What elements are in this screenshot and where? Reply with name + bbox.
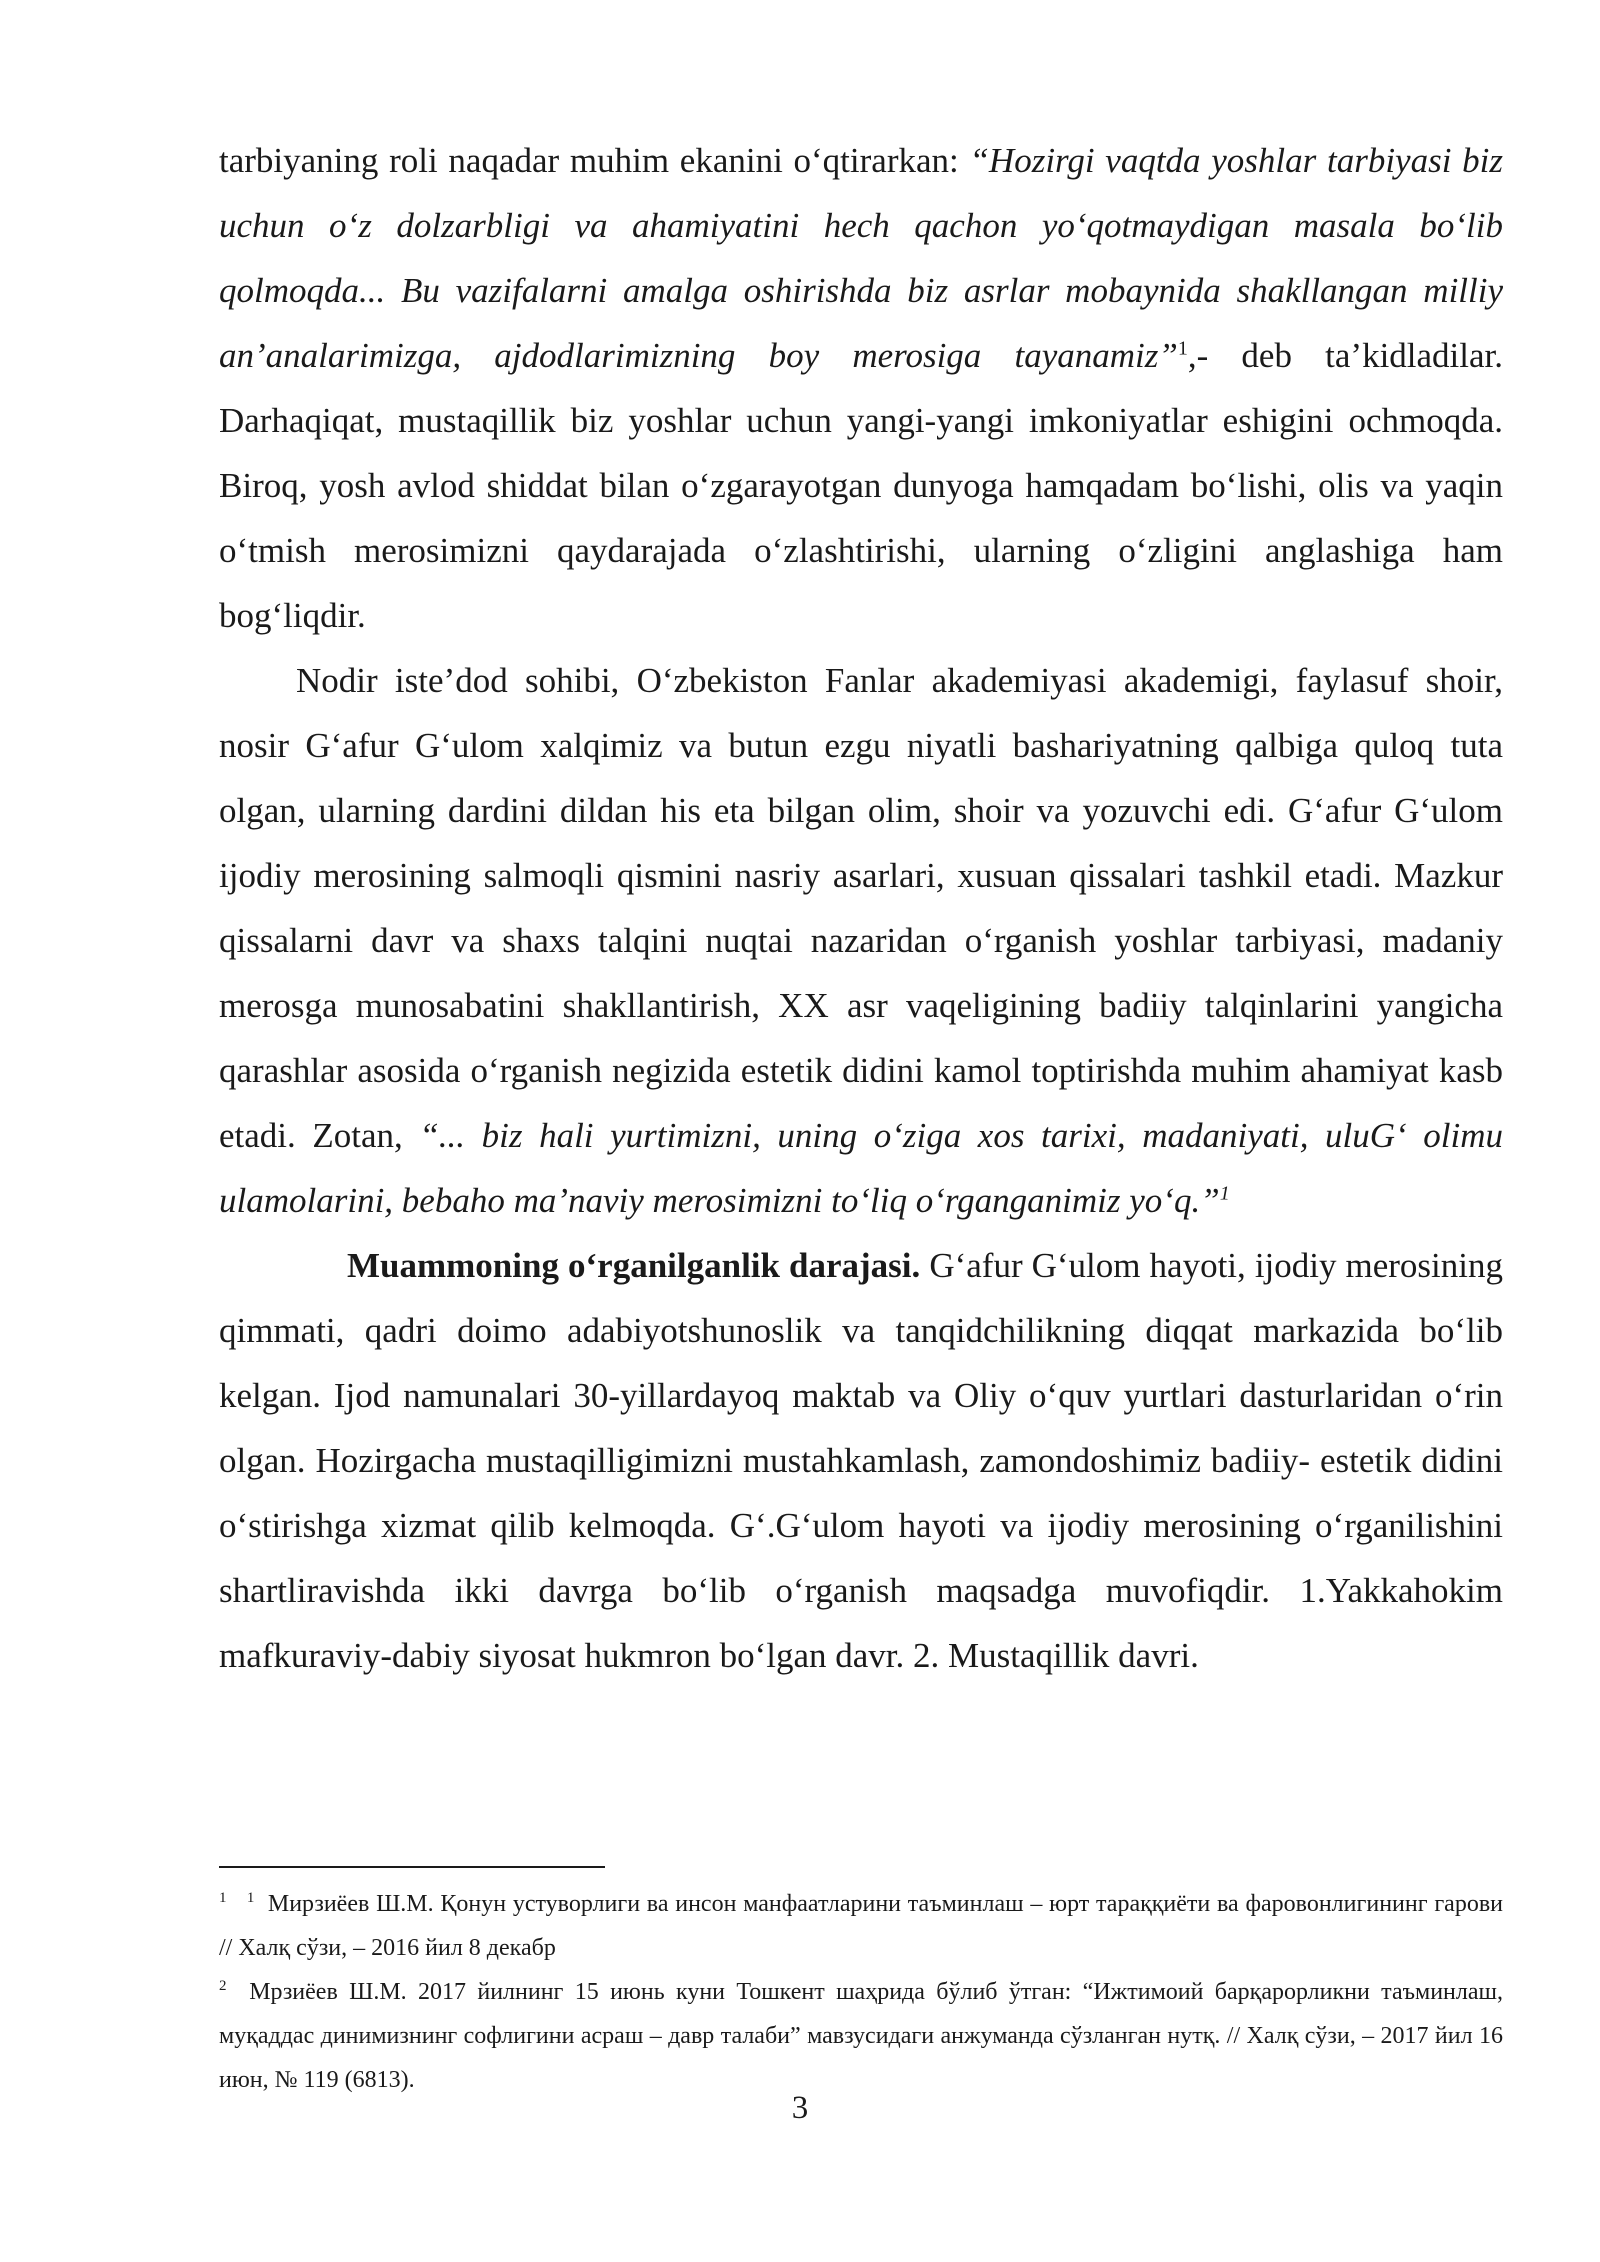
- paragraph-1: [219, 128, 1503, 648]
- footnote-divider: [219, 1866, 605, 1868]
- footnote-2-text: Мрзиёев Ш.М. 2017 йилнинг 15 июнь куни Тошкент шаҳрида бўлиб ўтган: “Ижтимоий барқарорликни таъминлаш, муқаддас динимизнинг софлигини асраш – давр талаби” мавзусидаги анжуманда сўзланган нутқ. // Халқ сўзи, – 2017 йил 16 июн, № 119 (6813).: [219, 1979, 1503, 2093]
- footnote-2: [219, 1970, 1503, 2102]
- footnote-2-mark: 2: [219, 1978, 227, 1994]
- footnote-1-mark: 1: [219, 1890, 227, 1906]
- paragraph-2-text: Nodir iste’dod sohibi, O‘zbekiston Fanlar akademiyasi akademigi, faylasuf shoir, nosir G‘afur G‘ulom xalqimiz va butun ezgu niyatli bashariyatning qalbiga quloq tuta olgan, ularning dardini dildan his eta bilgan olim, shoir va yozuvchi edi. G‘afur G‘ulom ijodiy merosining salmoqli qismini nasriy asarlari, xusuan qissalari tashkil etadi. Mazkur qissalarni davr va shaxs talqini nuqtai nazaridan o‘rganish yoshlar tarbiyasi, madaniy merosga munosabatini shakllantirish, XX asr vaqeligining badiiy talqinlarini yangicha qarashlar asosida o‘rganish negizida estetik didini kamol toptirishda muhim ahamiyat kasb etadi. Zotan,: [219, 661, 1503, 1155]
- paragraph-2-quote: “... biz hali yurtimizni, uning o‘ziga xos tarixi, madaniyati, uluG‘ olimu ulamolarini, bebaho ma’naviy merosimizni to‘liq o‘rganganimiz yo‘q.”: [219, 1116, 1504, 1220]
- footnote-1-mark-2: 1: [246, 1890, 255, 1906]
- paragraph-1-intro: tarbiyaning roli naqadar muhim ekanini o‘qtirarkan:: [219, 141, 970, 180]
- paragraph-1-rest: ,- deb ta’kidladilar. Darhaqiqat, mustaqillik biz yoshlar uchun yangi-yangi imkoniyatlar eshigini ochmoqda. Biroq, yosh avlod shiddat bilan o‘zgarayotgan dunyoga hamqadam bo‘lishi, olis va yaqin o‘tmish merosimizni qaydarajada o‘zlashtirishi, ularning o‘zligini anglashiga ham bog‘liqdir.: [219, 336, 1504, 635]
- footnote-ref-1[interactable]: 1: [1177, 337, 1188, 360]
- paragraph-2: [219, 648, 1503, 1233]
- paragraph-3-text: G‘afur G‘ulom hayoti, ijodiy merosining qimmati, qadri doimo adabiyotshunoslik va tanqidchilikning diqqat markazida bo‘lib kelgan. Ijod namunalari 30-yillardayoq maktab va Oliy o‘quv yurtlari dasturlaridan o‘rin olgan. Hozirgacha mustaqilligimizni mustahkamlash, zamondoshimiz badiiy- estetik didini o‘stirishga xizmat qilib kelmoqda. G‘.G‘ulom hayoti va ijodiy merosining o‘rganilishini shartliravishda ikki davrga bo‘lib o‘rganish maqsadga muvofiqdir. 1.Yakkahokim mafkuraviy-dabiy siyosat hukmron bo‘lgan davr. 2. Mustaqillik davri.: [219, 1246, 1504, 1675]
- section-heading: Muammoning o‘rganilganlik darajasi.: [347, 1246, 921, 1285]
- paragraph-1-quote: “Hozirgi vaqtda yoshlar tarbiyasi biz uchun o‘z dolzarbligi va ahamiyatini hech qachon yo‘qotmaydigan masala bo‘lib qolmoqda... Bu vazifalarni amalga oshirishda biz asrlar mobaynida shakllangan milliy an’analarimizga, ajdodlarimizning boy merosiga tayanamiz”: [219, 141, 1503, 375]
- footnote-ref-2[interactable]: 1: [1219, 1182, 1230, 1205]
- footnotes: [219, 1866, 1503, 2102]
- footnote-1: [219, 1882, 1503, 1970]
- footnote-1-text: Мирзиёев Ш.М. Қонун устуворлиги ва инсон манфаатларини таъминлаш – юрт тараққиёти ва фаровонлигининг гарови // Халқ сўзи, – 2016 йил 8 декабр: [219, 1891, 1504, 1961]
- page-body: [219, 128, 1503, 1688]
- page-number: 3: [791, 2090, 809, 2126]
- paragraph-3: [219, 1233, 1503, 1688]
